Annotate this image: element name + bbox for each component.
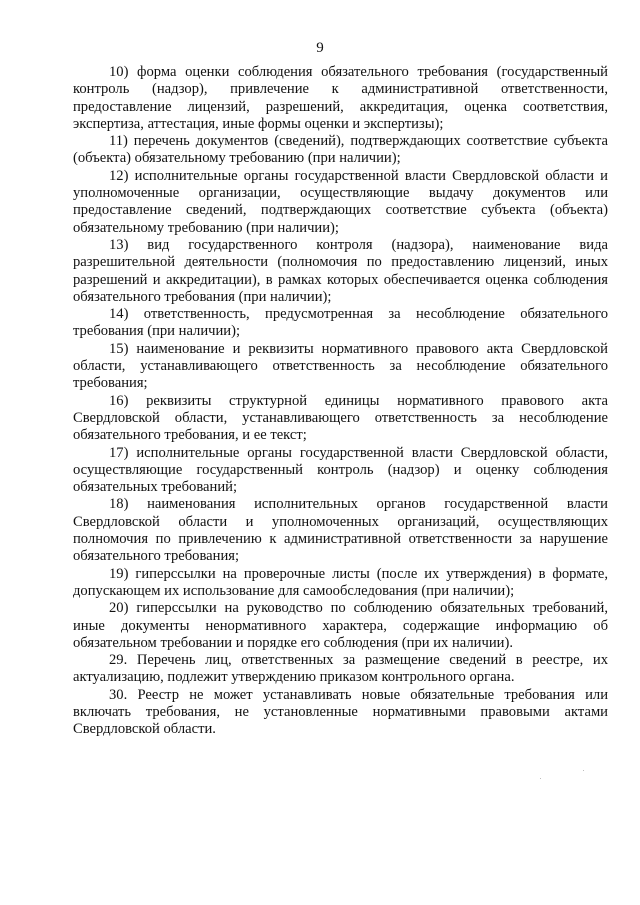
list-item-11: 11) перечень документов (сведений), подтверждающих соответствие субъекта (объекта) обязательному требованию (при наличии); — [73, 133, 608, 167]
list-item-18: 18) наименования исполнительных органов государственной власти Свердловской области и уполномоченных организаций, осуществляющих полномочия по привлечению к административной ответственности за нарушение обязательного требования; — [73, 496, 608, 565]
list-item-15: 15) наименование и реквизиты нормативного правового акта Свердловской области, устанавливающего ответственность за несоблюдение обязательного требования; — [73, 340, 608, 392]
list-item-17: 17) исполнительные органы государственной власти Свердловской области, осуществляющие государственный контроль (надзор) и оценку соблюдения обязательных требований; — [73, 444, 608, 496]
clause-30: 30. Реестр не может устанавливать новые обязательные требования или включать требования, не установленные нормативными правовыми актами Свердловской области. — [73, 686, 608, 738]
list-item-12: 12) исполнительные органы государственной власти Свердловской области и уполномоченные организации, осуществляющие выдачу документов или предоставление сведений, подтверждающих соответствие субъекта (объекта) обязательному требованию (при наличии); — [73, 167, 608, 236]
list-item-13: 13) вид государственного контроля (надзора), наименование вида разрешительной деятельности (полномочия по предоставлению лицензий, иных разрешений и аккредитации), в рамках которых обеспечивается оценка соблюдения обязательного требования (при наличии); — [73, 236, 608, 305]
page-number: 9 — [316, 40, 324, 56]
clause-29: 29. Перечень лиц, ответственных за размещение сведений в реестре, их актуализацию, подлежит утверждению приказом контрольного органа. — [73, 652, 608, 686]
list-item-10: 10) форма оценки соблюдения обязательного требования (государственный контроль (надзор), привлечение к административной ответственности, предоставление лицензий, разрешений, аккредитация, оценка соответствия, экспертиза, аттестация, иные формы оценки и экспертизы); — [73, 64, 608, 132]
list-item-20: 20) гиперссылки на руководство по соблюдению обязательных требований, иные документы ненормативного характера, содержащие информацию об обязательном требовании и порядке его соблюдения (при их наличии). — [73, 600, 608, 651]
list-item-16: 16) реквизиты структурной единицы нормативного правового акта Свердловской области, устанавливающего ответственность за несоблюдение обязательного требования, и ее текст; — [73, 392, 608, 444]
scan-speck — [540, 778, 541, 779]
document-body — [73, 64, 608, 739]
scan-speck — [583, 770, 584, 771]
list-item-19: 19) гиперссылки на проверочные листы (после их утверждения) в формате, допускающем их использование для самообследования (при наличии); — [73, 565, 608, 599]
list-item-14: 14) ответственность, предусмотренная за несоблюдение обязательного требования (при наличии); — [73, 306, 608, 340]
